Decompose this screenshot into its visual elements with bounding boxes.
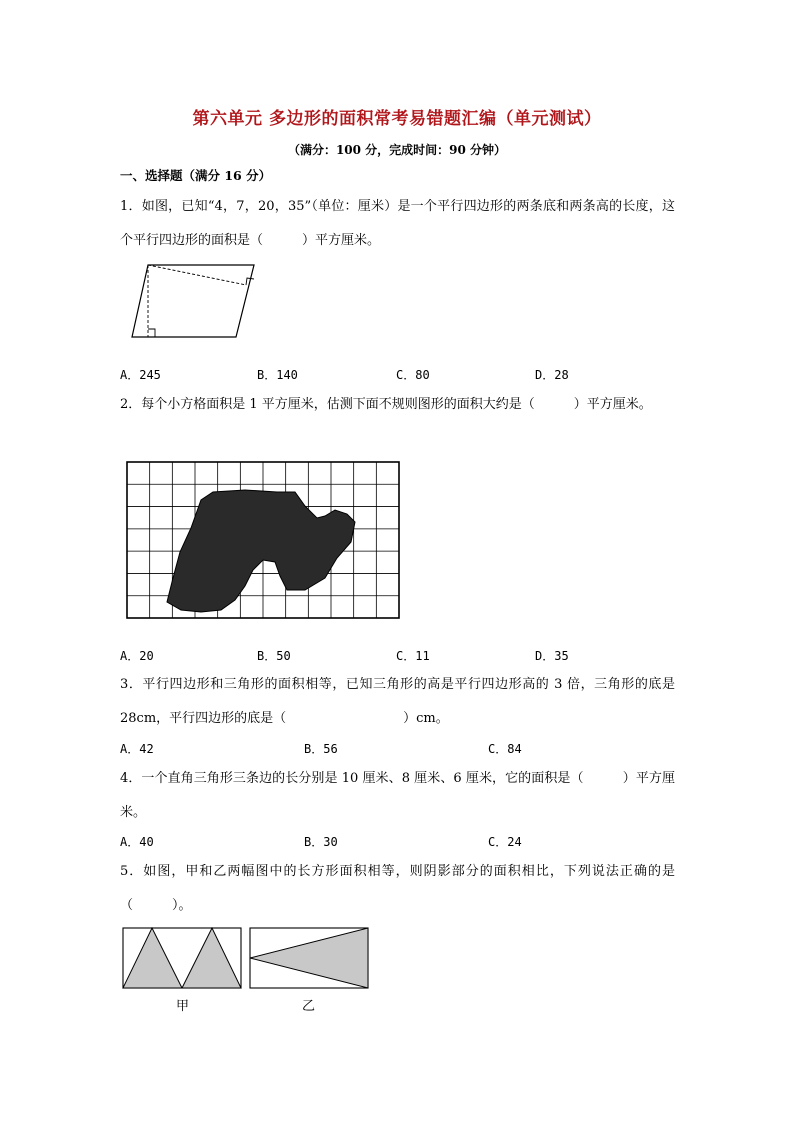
question-4: 4．一个直角三角形三条边的长分别是 10 厘米、8 厘米、6 厘米，它的面积是（ ）平方厘米。	[120, 771, 675, 820]
question-2-options	[120, 647, 680, 667]
option-b[interactable]: B．56	[304, 742, 338, 756]
option-c[interactable]: C．80	[396, 368, 430, 382]
question-3: 3．平行四边形和三角形的面积相等，已知三角形的高是平行四边形高的 3 倍，三角形的底是 28cm，平行四边形的底是（ ）cm。	[120, 677, 675, 726]
figure-label-jia: 甲	[176, 999, 190, 1014]
figure-label-yi: 乙	[302, 999, 316, 1014]
option-b[interactable]: B．140	[257, 368, 298, 382]
option-a[interactable]: A．20	[120, 649, 154, 663]
option-c[interactable]: C．84	[488, 742, 522, 756]
question-1-options	[120, 366, 680, 386]
option-a[interactable]: A．40	[120, 835, 154, 849]
question-5: 5．如图，甲和乙两幅图中的长方形面积相等，则阴影部分的面积相比，下列说法正确的是（ ）。	[120, 864, 675, 913]
option-c[interactable]: C．11	[396, 649, 430, 663]
option-b[interactable]: B．50	[257, 649, 291, 663]
option-a[interactable]: A．245	[120, 368, 161, 382]
question-3-options	[120, 740, 680, 760]
option-b[interactable]: B．30	[304, 835, 338, 849]
option-d[interactable]: D．28	[535, 368, 569, 382]
question-4-options	[120, 833, 680, 853]
parallelogram-figure	[128, 259, 260, 341]
option-c[interactable]: C．24	[488, 835, 522, 849]
option-d[interactable]: D．35	[535, 649, 569, 663]
option-a[interactable]: A．42	[120, 742, 154, 756]
page-subtitle: （满分：100 分，完成时间：90 分钟）	[287, 143, 507, 157]
grid-irregular-figure	[125, 460, 401, 620]
question-2: 2．每个小方格面积是 1 平方厘米，估测下面不规则图形的面积大约是（ ）平方厘米。	[120, 397, 652, 412]
page-title: 第六单元 多边形的面积常考易错题汇编（单元测试）	[192, 109, 602, 129]
section-heading: 一、选择题（满分 16 分）	[120, 168, 272, 183]
question-1: 1．如图，已知“4，7，20，35”（单位：厘米）是一个平行四边形的两条底和两条高的长度，这个平行四边形的面积是（ ）平方厘米。	[120, 199, 675, 248]
rectangles-figure	[122, 927, 370, 991]
